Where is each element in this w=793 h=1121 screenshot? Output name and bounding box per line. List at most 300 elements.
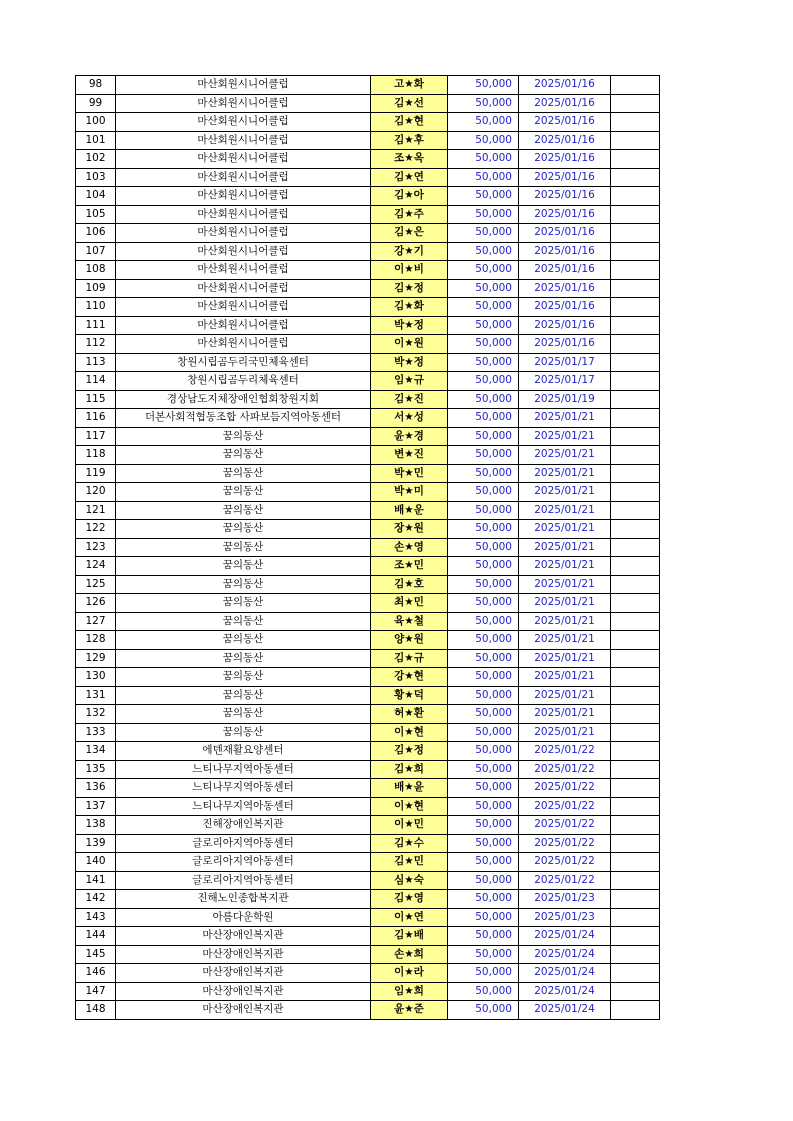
date-cell: 2025/01/21 <box>519 575 611 594</box>
date-cell: 2025/01/21 <box>519 612 611 631</box>
row-number-cell: 148 <box>76 1001 116 1020</box>
row-number-cell: 140 <box>76 853 116 872</box>
empty-cell <box>611 1001 660 1020</box>
recipient-name-cell: 조★옥 <box>371 150 448 169</box>
table-row <box>76 686 660 705</box>
organization-cell: 꿈의동산 <box>116 649 371 668</box>
row-number-cell: 113 <box>76 353 116 372</box>
amount-cell: 50,000 <box>448 575 519 594</box>
organization-cell: 마산회원시니어클럽 <box>116 94 371 113</box>
amount-cell: 50,000 <box>448 131 519 150</box>
recipient-name-cell: 김★영 <box>371 890 448 909</box>
date-cell: 2025/01/22 <box>519 779 611 798</box>
table-row <box>76 113 660 132</box>
empty-cell <box>611 557 660 576</box>
recipient-name-cell: 박★정 <box>371 316 448 335</box>
date-cell: 2025/01/22 <box>519 797 611 816</box>
row-number-cell: 142 <box>76 890 116 909</box>
row-number-cell: 119 <box>76 464 116 483</box>
date-cell: 2025/01/17 <box>519 372 611 391</box>
amount-cell: 50,000 <box>448 113 519 132</box>
empty-cell <box>611 427 660 446</box>
amount-cell: 50,000 <box>448 890 519 909</box>
empty-cell <box>611 242 660 261</box>
date-cell: 2025/01/21 <box>519 649 611 668</box>
organization-cell: 꿈의동산 <box>116 575 371 594</box>
table-row <box>76 353 660 372</box>
row-number-cell: 110 <box>76 298 116 317</box>
recipient-name-cell: 김★화 <box>371 298 448 317</box>
empty-cell <box>611 390 660 409</box>
organization-cell: 꿈의동산 <box>116 501 371 520</box>
recipient-name-cell: 임★규 <box>371 372 448 391</box>
date-cell: 2025/01/21 <box>519 501 611 520</box>
empty-cell <box>611 538 660 557</box>
recipient-name-cell: 김★아 <box>371 187 448 206</box>
row-number-cell: 107 <box>76 242 116 261</box>
amount-cell: 50,000 <box>448 538 519 557</box>
amount-cell: 50,000 <box>448 427 519 446</box>
empty-cell <box>611 612 660 631</box>
row-number-cell: 124 <box>76 557 116 576</box>
table-row <box>76 834 660 853</box>
recipient-name-cell: 이★비 <box>371 261 448 280</box>
organization-cell: 아름다운학원 <box>116 908 371 927</box>
recipient-name-cell: 박★미 <box>371 483 448 502</box>
row-number-cell: 145 <box>76 945 116 964</box>
amount-cell: 50,000 <box>448 464 519 483</box>
empty-cell <box>611 409 660 428</box>
table-row <box>76 150 660 169</box>
row-number-cell: 138 <box>76 816 116 835</box>
row-number-cell: 127 <box>76 612 116 631</box>
row-number-cell: 144 <box>76 927 116 946</box>
row-number-cell: 111 <box>76 316 116 335</box>
table-row <box>76 612 660 631</box>
recipient-name-cell: 양★원 <box>371 631 448 650</box>
amount-cell: 50,000 <box>448 853 519 872</box>
amount-cell: 50,000 <box>448 760 519 779</box>
recipient-name-cell: 김★은 <box>371 224 448 243</box>
organization-cell: 꿈의동산 <box>116 427 371 446</box>
row-number-cell: 115 <box>76 390 116 409</box>
table-row <box>76 298 660 317</box>
recipient-name-cell: 변★진 <box>371 446 448 465</box>
date-cell: 2025/01/22 <box>519 742 611 761</box>
amount-cell: 50,000 <box>448 187 519 206</box>
table-row <box>76 575 660 594</box>
amount-cell: 50,000 <box>448 298 519 317</box>
empty-cell <box>611 483 660 502</box>
amount-cell: 50,000 <box>448 594 519 613</box>
organization-cell: 마산장애인복지관 <box>116 982 371 1001</box>
empty-cell <box>611 686 660 705</box>
table-row <box>76 427 660 446</box>
date-cell: 2025/01/16 <box>519 150 611 169</box>
date-cell: 2025/01/22 <box>519 816 611 835</box>
organization-cell: 창원시립곰두리체육센터 <box>116 372 371 391</box>
recipient-name-cell: 이★현 <box>371 723 448 742</box>
table-row <box>76 187 660 206</box>
row-number-cell: 146 <box>76 964 116 983</box>
empty-cell <box>611 76 660 95</box>
recipient-name-cell: 김★후 <box>371 131 448 150</box>
table-row <box>76 464 660 483</box>
date-cell: 2025/01/24 <box>519 964 611 983</box>
date-cell: 2025/01/21 <box>519 520 611 539</box>
recipient-name-cell: 김★선 <box>371 94 448 113</box>
row-number-cell: 100 <box>76 113 116 132</box>
table-row <box>76 372 660 391</box>
row-number-cell: 120 <box>76 483 116 502</box>
table-row <box>76 261 660 280</box>
organization-cell: 마산회원시니어클럽 <box>116 131 371 150</box>
empty-cell <box>611 742 660 761</box>
recipient-name-cell: 이★원 <box>371 335 448 354</box>
recipient-name-cell: 김★진 <box>371 390 448 409</box>
recipient-name-cell: 육★철 <box>371 612 448 631</box>
row-number-cell: 137 <box>76 797 116 816</box>
organization-cell: 꿈의동산 <box>116 557 371 576</box>
amount-cell: 50,000 <box>448 908 519 927</box>
table-row <box>76 742 660 761</box>
recipient-name-cell: 배★운 <box>371 501 448 520</box>
recipient-table <box>75 75 660 1020</box>
amount-cell: 50,000 <box>448 390 519 409</box>
organization-cell: 꿈의동산 <box>116 538 371 557</box>
row-number-cell: 130 <box>76 668 116 687</box>
amount-cell: 50,000 <box>448 668 519 687</box>
recipient-name-cell: 강★현 <box>371 668 448 687</box>
empty-cell <box>611 853 660 872</box>
date-cell: 2025/01/21 <box>519 668 611 687</box>
table-row <box>76 501 660 520</box>
table-row <box>76 224 660 243</box>
organization-cell: 느티나무지역아동센터 <box>116 779 371 798</box>
recipient-name-cell: 윤★준 <box>371 1001 448 1020</box>
recipient-name-cell: 박★정 <box>371 353 448 372</box>
empty-cell <box>611 890 660 909</box>
empty-cell <box>611 797 660 816</box>
organization-cell: 꿈의동산 <box>116 483 371 502</box>
date-cell: 2025/01/19 <box>519 390 611 409</box>
date-cell: 2025/01/21 <box>519 446 611 465</box>
table-row <box>76 483 660 502</box>
table-row <box>76 853 660 872</box>
recipient-name-cell: 심★숙 <box>371 871 448 890</box>
empty-cell <box>611 353 660 372</box>
empty-cell <box>611 816 660 835</box>
date-cell: 2025/01/16 <box>519 76 611 95</box>
table-row <box>76 649 660 668</box>
date-cell: 2025/01/21 <box>519 594 611 613</box>
organization-cell: 느티나무지역아동센터 <box>116 797 371 816</box>
organization-cell: 꿈의동산 <box>116 686 371 705</box>
recipient-name-cell: 김★민 <box>371 853 448 872</box>
table-row <box>76 538 660 557</box>
empty-cell <box>611 520 660 539</box>
organization-cell: 마산회원시니어클럽 <box>116 168 371 187</box>
organization-cell: 진해노인종합복지관 <box>116 890 371 909</box>
organization-cell: 마산회원시니어클럽 <box>116 279 371 298</box>
recipient-name-cell: 이★연 <box>371 908 448 927</box>
date-cell: 2025/01/16 <box>519 335 611 354</box>
amount-cell: 50,000 <box>448 150 519 169</box>
empty-cell <box>611 205 660 224</box>
empty-cell <box>611 131 660 150</box>
recipient-name-cell: 황★덕 <box>371 686 448 705</box>
amount-cell: 50,000 <box>448 779 519 798</box>
date-cell: 2025/01/23 <box>519 890 611 909</box>
table-row <box>76 908 660 927</box>
empty-cell <box>611 113 660 132</box>
empty-cell <box>611 594 660 613</box>
amount-cell: 50,000 <box>448 76 519 95</box>
amount-cell: 50,000 <box>448 205 519 224</box>
date-cell: 2025/01/23 <box>519 908 611 927</box>
date-cell: 2025/01/21 <box>519 483 611 502</box>
date-cell: 2025/01/16 <box>519 224 611 243</box>
date-cell: 2025/01/21 <box>519 557 611 576</box>
table-row <box>76 409 660 428</box>
recipient-name-cell: 김★정 <box>371 742 448 761</box>
table-row <box>76 964 660 983</box>
table-row <box>76 816 660 835</box>
row-number-cell: 134 <box>76 742 116 761</box>
amount-cell: 50,000 <box>448 649 519 668</box>
recipient-name-cell: 김★호 <box>371 575 448 594</box>
table-row <box>76 982 660 1001</box>
recipient-name-cell: 배★윤 <box>371 779 448 798</box>
date-cell: 2025/01/16 <box>519 298 611 317</box>
table-row <box>76 335 660 354</box>
table-row <box>76 668 660 687</box>
amount-cell: 50,000 <box>448 871 519 890</box>
empty-cell <box>611 649 660 668</box>
row-number-cell: 128 <box>76 631 116 650</box>
amount-cell: 50,000 <box>448 797 519 816</box>
table-row <box>76 94 660 113</box>
empty-cell <box>611 372 660 391</box>
row-number-cell: 147 <box>76 982 116 1001</box>
empty-cell <box>611 964 660 983</box>
organization-cell: 마산회원시니어클럽 <box>116 242 371 261</box>
amount-cell: 50,000 <box>448 316 519 335</box>
date-cell: 2025/01/21 <box>519 686 611 705</box>
table-row <box>76 520 660 539</box>
table-row <box>76 594 660 613</box>
organization-cell: 꿈의동산 <box>116 631 371 650</box>
organization-cell: 꿈의동산 <box>116 612 371 631</box>
table-row <box>76 631 660 650</box>
empty-cell <box>611 834 660 853</box>
date-cell: 2025/01/16 <box>519 205 611 224</box>
row-number-cell: 118 <box>76 446 116 465</box>
recipient-name-cell: 손★희 <box>371 945 448 964</box>
organization-cell: 마산회원시니어클럽 <box>116 224 371 243</box>
date-cell: 2025/01/21 <box>519 427 611 446</box>
amount-cell: 50,000 <box>448 612 519 631</box>
table-row <box>76 779 660 798</box>
recipient-name-cell: 김★희 <box>371 760 448 779</box>
row-number-cell: 143 <box>76 908 116 927</box>
recipient-name-cell: 김★정 <box>371 279 448 298</box>
organization-cell: 느티나무지역아동센터 <box>116 760 371 779</box>
organization-cell: 글로리아지역아동센터 <box>116 871 371 890</box>
amount-cell: 50,000 <box>448 834 519 853</box>
recipient-name-cell: 이★현 <box>371 797 448 816</box>
table-row <box>76 797 660 816</box>
date-cell: 2025/01/24 <box>519 945 611 964</box>
recipient-name-cell: 손★영 <box>371 538 448 557</box>
recipient-name-cell: 임★희 <box>371 982 448 1001</box>
amount-cell: 50,000 <box>448 501 519 520</box>
recipient-name-cell: 김★현 <box>371 113 448 132</box>
amount-cell: 50,000 <box>448 353 519 372</box>
row-number-cell: 102 <box>76 150 116 169</box>
row-number-cell: 123 <box>76 538 116 557</box>
row-number-cell: 112 <box>76 335 116 354</box>
organization-cell: 마산회원시니어클럽 <box>116 76 371 95</box>
row-number-cell: 109 <box>76 279 116 298</box>
recipient-name-cell: 박★민 <box>371 464 448 483</box>
organization-cell: 꿈의동산 <box>116 723 371 742</box>
amount-cell: 50,000 <box>448 982 519 1001</box>
table-row <box>76 242 660 261</box>
date-cell: 2025/01/21 <box>519 464 611 483</box>
empty-cell <box>611 927 660 946</box>
table-row <box>76 890 660 909</box>
recipient-name-cell: 고★화 <box>371 76 448 95</box>
amount-cell: 50,000 <box>448 964 519 983</box>
recipient-name-cell: 이★라 <box>371 964 448 983</box>
organization-cell: 경상남도지체장애인협회창원지회 <box>116 390 371 409</box>
row-number-cell: 141 <box>76 871 116 890</box>
amount-cell: 50,000 <box>448 520 519 539</box>
empty-cell <box>611 760 660 779</box>
organization-cell: 마산장애인복지관 <box>116 945 371 964</box>
row-number-cell: 133 <box>76 723 116 742</box>
organization-cell: 글로리아지역아동센터 <box>116 853 371 872</box>
date-cell: 2025/01/24 <box>519 1001 611 1020</box>
empty-cell <box>611 871 660 890</box>
organization-cell: 마산회원시니어클럽 <box>116 316 371 335</box>
row-number-cell: 108 <box>76 261 116 280</box>
empty-cell <box>611 261 660 280</box>
organization-cell: 마산장애인복지관 <box>116 1001 371 1020</box>
recipient-name-cell: 윤★경 <box>371 427 448 446</box>
empty-cell <box>611 168 660 187</box>
amount-cell: 50,000 <box>448 372 519 391</box>
table-row <box>76 557 660 576</box>
table-row <box>76 945 660 964</box>
empty-cell <box>611 945 660 964</box>
amount-cell: 50,000 <box>448 483 519 502</box>
row-number-cell: 121 <box>76 501 116 520</box>
amount-cell: 50,000 <box>448 742 519 761</box>
empty-cell <box>611 668 660 687</box>
date-cell: 2025/01/16 <box>519 131 611 150</box>
row-number-cell: 132 <box>76 705 116 724</box>
date-cell: 2025/01/22 <box>519 853 611 872</box>
table-row <box>76 390 660 409</box>
date-cell: 2025/01/21 <box>519 705 611 724</box>
amount-cell: 50,000 <box>448 94 519 113</box>
table-row <box>76 131 660 150</box>
row-number-cell: 126 <box>76 594 116 613</box>
table-row <box>76 446 660 465</box>
recipient-name-cell: 이★민 <box>371 816 448 835</box>
recipient-name-cell: 서★성 <box>371 409 448 428</box>
empty-cell <box>611 316 660 335</box>
amount-cell: 50,000 <box>448 168 519 187</box>
organization-cell: 꿈의동산 <box>116 705 371 724</box>
date-cell: 2025/01/16 <box>519 242 611 261</box>
row-number-cell: 136 <box>76 779 116 798</box>
recipient-name-cell: 최★민 <box>371 594 448 613</box>
date-cell: 2025/01/16 <box>519 279 611 298</box>
amount-cell: 50,000 <box>448 816 519 835</box>
table-row <box>76 279 660 298</box>
empty-cell <box>611 187 660 206</box>
recipient-name-cell: 김★연 <box>371 168 448 187</box>
empty-cell <box>611 335 660 354</box>
organization-cell: 마산회원시니어클럽 <box>116 150 371 169</box>
date-cell: 2025/01/17 <box>519 353 611 372</box>
table-row <box>76 205 660 224</box>
recipient-name-cell: 김★주 <box>371 205 448 224</box>
recipient-name-cell: 김★수 <box>371 834 448 853</box>
organization-cell: 꿈의동산 <box>116 668 371 687</box>
table-row <box>76 76 660 95</box>
organization-cell: 마산회원시니어클럽 <box>116 335 371 354</box>
recipient-name-cell: 강★기 <box>371 242 448 261</box>
organization-cell: 글로리아지역아동센터 <box>116 834 371 853</box>
row-number-cell: 104 <box>76 187 116 206</box>
row-number-cell: 101 <box>76 131 116 150</box>
row-number-cell: 106 <box>76 224 116 243</box>
amount-cell: 50,000 <box>448 705 519 724</box>
empty-cell <box>611 501 660 520</box>
amount-cell: 50,000 <box>448 557 519 576</box>
empty-cell <box>611 446 660 465</box>
date-cell: 2025/01/16 <box>519 187 611 206</box>
date-cell: 2025/01/21 <box>519 538 611 557</box>
row-number-cell: 116 <box>76 409 116 428</box>
empty-cell <box>611 982 660 1001</box>
row-number-cell: 105 <box>76 205 116 224</box>
row-number-cell: 131 <box>76 686 116 705</box>
organization-cell: 마산장애인복지관 <box>116 927 371 946</box>
empty-cell <box>611 298 660 317</box>
table-body <box>76 76 660 1020</box>
date-cell: 2025/01/16 <box>519 94 611 113</box>
date-cell: 2025/01/22 <box>519 871 611 890</box>
recipient-name-cell: 조★민 <box>371 557 448 576</box>
row-number-cell: 125 <box>76 575 116 594</box>
date-cell: 2025/01/21 <box>519 409 611 428</box>
table-row <box>76 316 660 335</box>
date-cell: 2025/01/16 <box>519 261 611 280</box>
table-row <box>76 705 660 724</box>
amount-cell: 50,000 <box>448 279 519 298</box>
organization-cell: 마산회원시니어클럽 <box>116 261 371 280</box>
row-number-cell: 99 <box>76 94 116 113</box>
organization-cell: 꿈의동산 <box>116 446 371 465</box>
amount-cell: 50,000 <box>448 945 519 964</box>
row-number-cell: 122 <box>76 520 116 539</box>
organization-cell: 꿈의동산 <box>116 464 371 483</box>
